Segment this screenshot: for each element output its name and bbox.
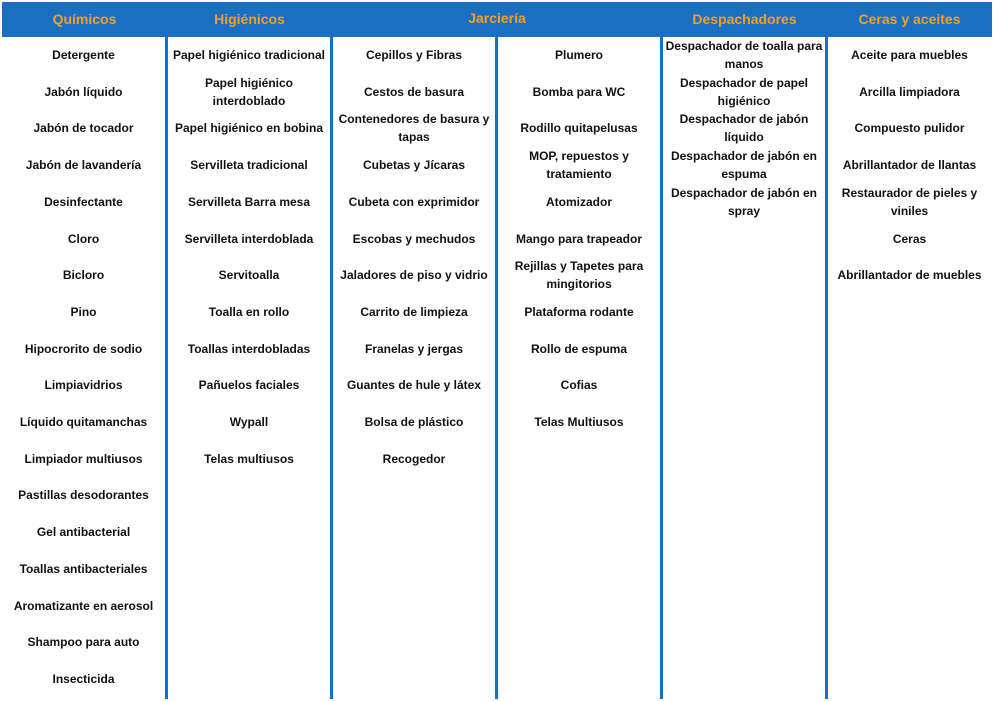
list-item: Despachador de jabón en spray [670, 185, 818, 218]
list-item: Servilleta tradicional [190, 158, 308, 173]
list-item: Detergente [52, 48, 115, 62]
list-item: Jaladores de piso y vidrio [340, 268, 488, 283]
list-item: Rejillas y Tapetes para mingitorios [514, 259, 644, 292]
list-item: Contenedores de basura y tapas [338, 112, 490, 145]
list-item: Servilleta Barra mesa [187, 194, 311, 209]
list-item: Recogedor [382, 451, 446, 466]
list-item: Rodillo quitapelusas [520, 121, 638, 136]
list-item: Limpiador multiusos [24, 451, 143, 466]
header-bar [2, 2, 992, 37]
column-jarcieria-1 [333, 37, 495, 699]
header-quimicos: Químicos [52, 11, 117, 27]
header-higienicos: Higiénicos [214, 11, 285, 27]
list-item: Jabón de tocador [33, 121, 134, 136]
list-item: Despachador de papel higiénico [679, 75, 809, 108]
list-item: Pañuelos faciales [198, 378, 300, 393]
list-item: Toallas interdobladas [187, 341, 311, 356]
column-ceras-aceites [828, 37, 991, 699]
list-item: Jabón de lavandería [25, 158, 142, 173]
list-item: Despachador de toalla para manos [665, 39, 823, 71]
list-item: Cloro [67, 231, 100, 246]
list-item: Gel antibacterial [36, 525, 131, 540]
list-item: Franelas y jergas [364, 341, 464, 356]
column-quimicos [2, 37, 165, 699]
list-item: Servitoalla [218, 268, 280, 283]
list-item: Compuesto pulidor [854, 121, 965, 136]
list-item: Escobas y mechudos [352, 231, 476, 246]
list-item: Cubetas y Jícaras [362, 158, 466, 173]
list-item: Wypall [229, 415, 269, 429]
list-item: Jabón líquido [44, 84, 123, 99]
column-despachadores [663, 37, 825, 699]
list-item: Insecticida [52, 671, 115, 686]
list-item: Desinfectante [44, 194, 123, 209]
list-item: Restaurador de pieles y viniles [841, 185, 978, 218]
list-item: Despachador de jabón líquido [679, 112, 809, 145]
list-item: Telas multiusos [204, 451, 294, 466]
list-item: Pino [70, 304, 97, 319]
list-item: Telas Multiusos [534, 415, 624, 429]
list-item: Papel higiénico tradicional [172, 48, 326, 62]
column-jarcieria-2 [498, 37, 660, 699]
list-item: Toallas antibacteriales [19, 561, 148, 576]
list-item: Aromatizante en aerosol [13, 598, 154, 613]
header-despachadores: Despachadores [692, 11, 797, 27]
list-item: Ceras [892, 231, 927, 246]
list-item: Cepillos y Fibras [365, 48, 463, 62]
header-ceras-aceites: Ceras y aceites [858, 11, 961, 27]
list-item: Servilleta interdoblada [184, 231, 314, 246]
list-item: Cestos de basura [363, 84, 465, 99]
list-item: Hipocrorito de sodio [24, 341, 143, 356]
list-item: Toalla en rollo [208, 304, 290, 319]
list-item: Limpiavidrios [44, 378, 123, 393]
list-item: Bomba para WC [532, 84, 626, 99]
list-item: Plumero [554, 48, 603, 62]
list-item: Cubeta con exprimidor [348, 194, 480, 209]
column-higienicos [168, 37, 330, 699]
list-item: Cofias [560, 378, 598, 393]
list-item: Pastillas desodorantes [18, 488, 149, 503]
list-item: Carrito de limpieza [360, 304, 468, 319]
list-item: Atomizador [546, 194, 612, 209]
list-item: MOP, repuestos y tratamiento [529, 149, 629, 182]
list-item: Bolsa de plástico [364, 415, 464, 429]
list-item: Aceite para muebles [851, 48, 968, 62]
list-item: Mango para trapeador [515, 231, 643, 246]
list-item: Abrillantador de muebles [837, 268, 982, 283]
list-item: Papel higiénico interdoblado [204, 75, 294, 108]
list-item: Plataforma rodante [524, 304, 634, 319]
list-item: Líquido quitamanchas [19, 415, 148, 429]
list-item: Despachador de jabón en espuma [670, 149, 818, 182]
list-item: Rollo de espuma [530, 341, 628, 356]
list-item: Shampoo para auto [27, 635, 140, 650]
list-item: Bicloro [62, 268, 105, 283]
list-item: Abrillantador de llantas [842, 158, 977, 173]
list-item: Arcilla limpiadora [859, 84, 960, 99]
list-item: Papel higiénico en bobina [174, 121, 324, 136]
header-jarcieria: Jarciería [468, 10, 526, 26]
list-item: Guantes de hule y látex [346, 378, 482, 393]
